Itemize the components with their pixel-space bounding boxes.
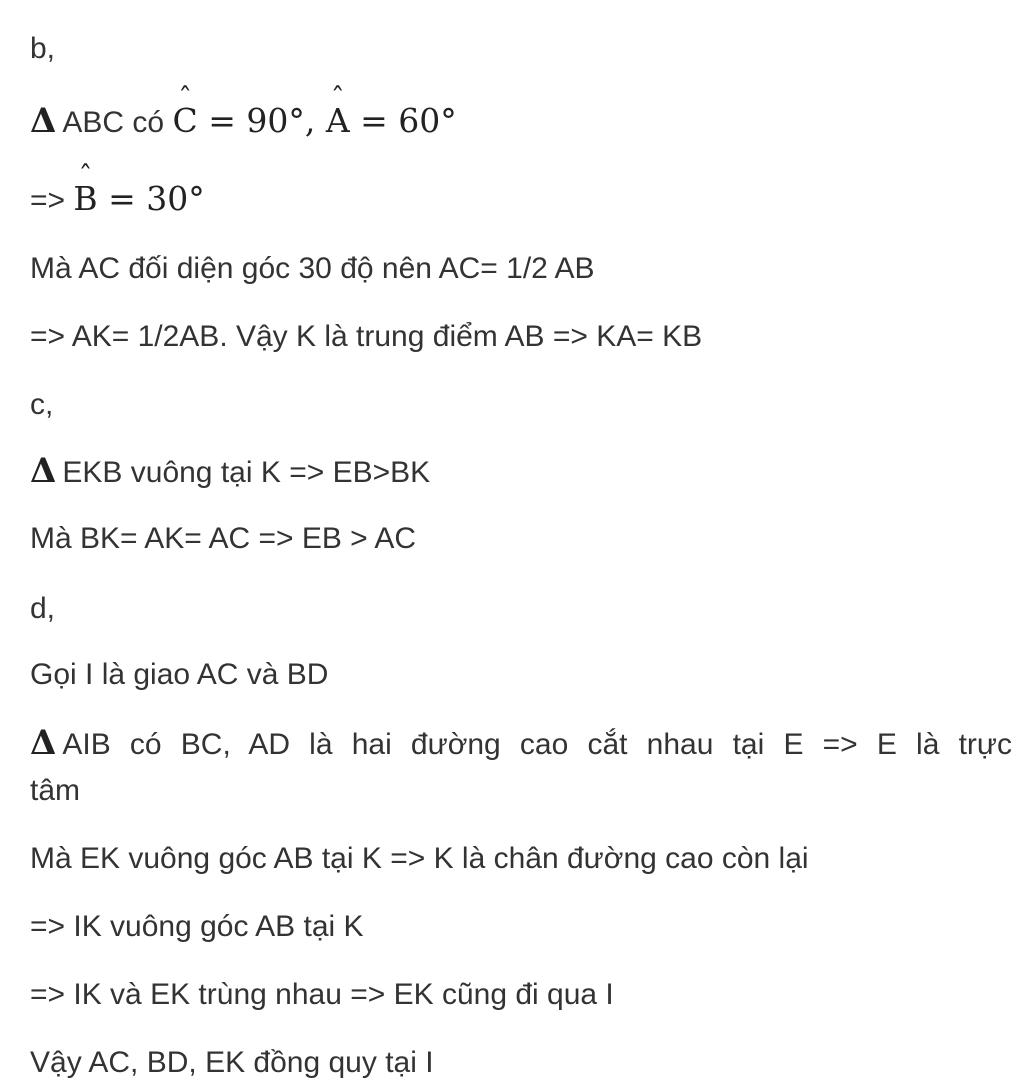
angle-b: ˆ B: [73, 182, 97, 216]
c-line-1: [30, 451, 431, 491]
d-line-5: => IK và EK trùng nhau => EK cũng đi qua I: [30, 978, 614, 1011]
delta-symbol: Δ: [30, 451, 57, 491]
b-line-triangle-angles: [30, 101, 457, 141]
d-line2a-text: AIB có BC, AD là hai đường cao cắt nhau tại E => E là trực: [62, 728, 1012, 761]
part-b-label: b,: [30, 32, 56, 65]
angle-a: ˆ A: [326, 104, 350, 138]
part-c-label: c,: [30, 388, 54, 421]
d-line-1: Gọi I là giao AC và BD: [30, 658, 329, 691]
d-line-2b: tâm: [30, 774, 81, 807]
angle-b-equation: [73, 179, 204, 218]
c-line1-text: EKB vuông tại K => EB>BK: [62, 456, 431, 489]
part-d-label: d,: [30, 592, 56, 625]
c-line-2: Mà BK= AK= AC => EB > AC: [30, 522, 417, 555]
angle-equation: [172, 101, 456, 140]
b-line-4: => AK= 1/2AB. Vậy K là trung điểm AB => KA= KB: [30, 320, 703, 353]
angle-a-value: = 60°: [360, 101, 457, 140]
b-line1-text: ABC có: [62, 106, 165, 139]
delta-symbol: Δ: [30, 101, 57, 141]
angle-b-value: = 30°: [108, 179, 205, 218]
d-line-2a: [30, 723, 1012, 763]
delta-symbol: Δ: [30, 723, 57, 763]
b-line-angle-b: [30, 179, 205, 218]
b-line-3: Mà AC đối diện góc 30 độ nên AC= 1/2 AB: [30, 252, 595, 285]
angle-c-value: = 90°,: [208, 101, 316, 140]
d-line-6: Vậy AC, BD, EK đồng quy tại I: [30, 1046, 434, 1079]
d-line-4: => IK vuông góc AB tại K: [30, 910, 364, 943]
implies-prefix: =>: [30, 184, 66, 217]
angle-c: ˆ C: [172, 104, 197, 138]
d-line-3: Mà EK vuông góc AB tại K => K là chân đường cao còn lại: [30, 842, 809, 875]
